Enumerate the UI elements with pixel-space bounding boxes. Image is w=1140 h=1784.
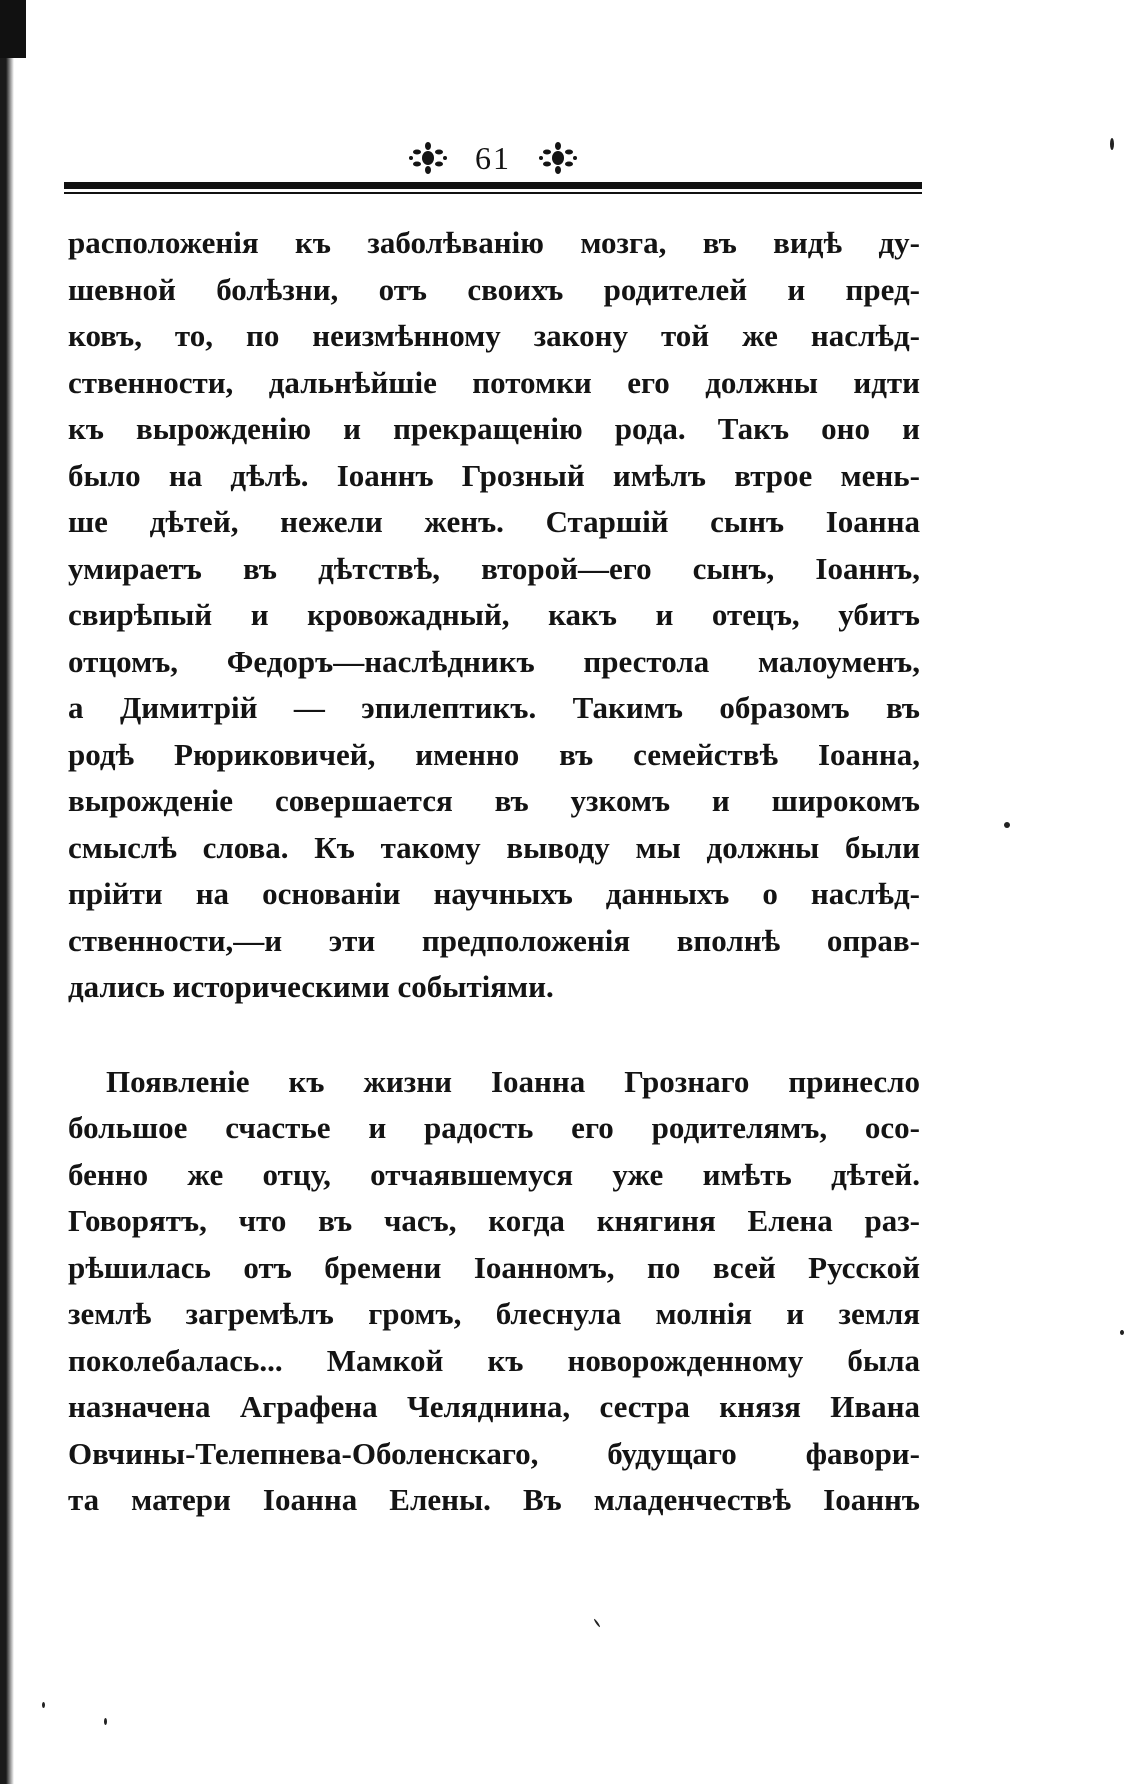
header-rule-thick (64, 182, 922, 189)
text-line: большое счастье и радость его родителямъ, осо- (68, 1110, 920, 1145)
page-number: 61 (475, 140, 511, 176)
text-line: родѣ Рюриковичей, именно въ семействѣ Іоанна, (68, 736, 920, 772)
header-rule-thin (64, 192, 922, 194)
paragraph-2 (68, 1059, 920, 1524)
text-line: было на дѣлѣ. Іоаннъ Грозный имѣлъ втрое мень- (68, 457, 920, 493)
text-line: а Димитрій — эпилептикъ. Такимъ образомъ въ (68, 690, 920, 725)
text-line: поколебалась... Мамкой къ новорожденному была (68, 1342, 920, 1378)
fleuron-ornament-right-icon (539, 141, 577, 175)
body-text (68, 220, 920, 1524)
text-line: бенно же отцу, отчаявшемуся уже имѣть дѣтей. (68, 1156, 920, 1192)
text-line: расположенія къ заболѣванію мозга, въ видѣ ду- (68, 225, 920, 260)
text-line: свирѣпый и кровожадный, какъ и отецъ, убитъ (68, 597, 920, 632)
fleuron-ornament-left-icon (409, 141, 447, 175)
print-speck (42, 1702, 45, 1708)
text-line: та матери Іоанна Елены. Въ младенчествѣ Іоаннъ (68, 1482, 920, 1517)
text-line: шевной болѣзни, отъ своихъ родителей и пред- (68, 271, 920, 307)
paragraph-gap (68, 1011, 920, 1059)
text-line: Овчины-Телепнева-Оболенскаго, будущаго фавори- (68, 1435, 920, 1471)
text-line: къ вырожденію и прекращенію рода. Такъ оно и (68, 411, 920, 446)
text-line: отцомъ, Федоръ—наслѣдникъ престола малоуменъ, (68, 643, 920, 679)
page-number-row (64, 138, 922, 178)
running-header (64, 138, 922, 182)
text-line: рѣшилась отъ бремени Іоанномъ, по всей Русской (68, 1249, 920, 1285)
text-line: дались историческими событіями. (68, 969, 554, 1004)
print-speck (1004, 822, 1010, 828)
text-line: землѣ загремѣлъ громъ, блеснула молнія и земля (68, 1296, 920, 1331)
text-line: Появленіе къ жизни Іоанна Грознаго принесло (106, 1063, 920, 1099)
text-line: прійти на основаніи научныхъ данныхъ о наслѣд- (68, 876, 920, 911)
print-speck (1120, 1330, 1124, 1335)
page-binding-edge (0, 0, 14, 1784)
text-line: ственности, дальнѣйшіе потомки его должны идти (68, 364, 920, 400)
text-line: ковъ, то, по неизмѣнному закону той же наслѣд- (68, 318, 920, 353)
paragraph-1 (68, 220, 920, 1011)
text-line: ственности,—и эти предположенія вполнѣ оправ- (68, 922, 920, 958)
text-line: вырожденіе совершается въ узкомъ и широкомъ (68, 783, 920, 818)
text-line: смыслѣ слова. Къ такому выводу мы должны были (68, 829, 920, 865)
text-line: ше дѣтей, нежели женъ. Старшій сынъ Іоанна (68, 504, 920, 539)
text-line: назначена Аграфена Челяднина, сестра князя Ивана (68, 1389, 920, 1424)
text-line: умираетъ въ дѣтствѣ, второй—его сынъ, Іоаннъ, (68, 550, 920, 586)
print-speck (593, 1618, 600, 1627)
print-speck (1110, 138, 1114, 150)
text-line: Говорятъ, что въ часъ, когда княгиня Елена раз- (68, 1203, 920, 1238)
print-speck (104, 1718, 107, 1725)
page-binding-corner (0, 0, 26, 58)
